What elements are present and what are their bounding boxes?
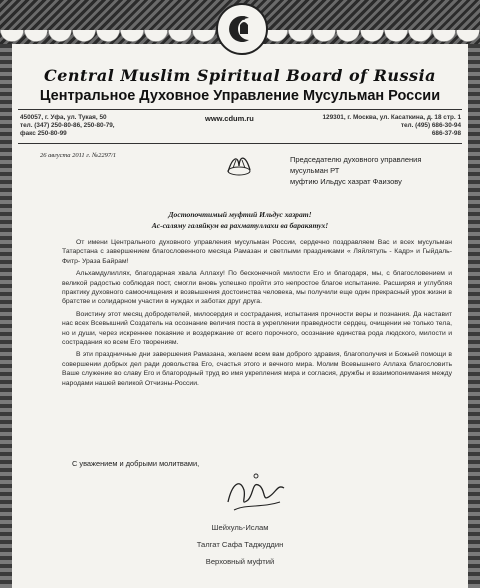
recipient-block: Председателю духовного управления мусульман РТ муфтию Ильдус хазрат Фаизову [290, 155, 422, 186]
paragraph: Воистину этот месяц добродетелей, милосердия и сострадания, испытания прочности веры и познания. Да наставит нас всех Всевышний Создатель на осознание величия поста в укреплении праведности сердец, очищении не только тела, но и души, через искреннее покаяние и воздержание от всего порочного, осознание единства рода людского, милости и сострадания ко всем Его творениям. [62, 310, 452, 347]
header-divider [18, 109, 462, 110]
website-link[interactable]: www.cdum.ru [205, 114, 254, 123]
signature-block: Шейхуль-Ислам Талгат Сафа Таджуддин Верховный муфтий [196, 523, 284, 566]
salutation-arabic: Ас-саляму галяйкум ва рахматуллахи ва баракятух! [151, 221, 329, 230]
paragraph: Альхамдулиллях, благодарная хвала Аллаху! По бесконечной милости Его и благодаря, мы, с благословением и великой радостью соблюдая пост, смогли вновь успешно пройти это непростое благое испытание. Расширяя и углубляя практику духовного самоочищения и возвышения достоинства человека, мы получили еще один прекрасный урок жизни в братстве и солидарном участии в нуждах и заботах друг друга. [62, 270, 452, 306]
ornamental-border-left [0, 44, 12, 588]
organization-name-russian: Центральное Духовное Управление Мусульман России [39, 88, 441, 104]
address-left: 450057, г. Уфа, ул. Тукая, 50 тел. (347) 250-80-86, 250-80-79, факс 250-80-99 [20, 114, 115, 137]
handwritten-signature [222, 466, 292, 523]
address-divider [18, 143, 462, 144]
organization-name-latin: Central Muslim Spiritual Board of Russia [43, 66, 437, 85]
paragraph: В эти праздничные дни завершения Рамазана, желаем всем вам доброго здравия, благополучия и Божьей помощи в совершении добрых дел ради довольства Его, счастья этого и вечного мира. Молим Всевышнего Аллаха благословить Ваше служение во славу Его и благородный труд во имя укрепления мира и согласия, дружбы и взаимопонимания между народами нашей великой Отчизны-России. [62, 351, 452, 387]
address-right: 129301, г. Москва, ул. Касаткина, д. 18 стр. 1 тел. (495) 686-30-94 686-37-98 [322, 114, 461, 137]
salutation: Достопочтимый муфтий Ильдус хазрат! [168, 210, 312, 219]
crescent-mosque-emblem-icon [216, 3, 268, 55]
paragraph: От имени Центрального духовного управления мусульман России, сердечно поздравляем Вас и всех мусульман Татарстана с завершением благословенного месяца Рамазан и светлыми праздниками « Ляйлятуль - Кадр» и Гыйдаль-Фитр- Ураза Байрам! [62, 239, 452, 265]
ornamental-border-right [468, 44, 480, 588]
letter-body [62, 238, 452, 391]
closing-line: С уважением и добрыми молитвами, [72, 459, 200, 468]
tughra-seal-icon [224, 150, 254, 183]
letter-date-number: 26 августа 2011 г. №2297/1 [40, 152, 117, 159]
